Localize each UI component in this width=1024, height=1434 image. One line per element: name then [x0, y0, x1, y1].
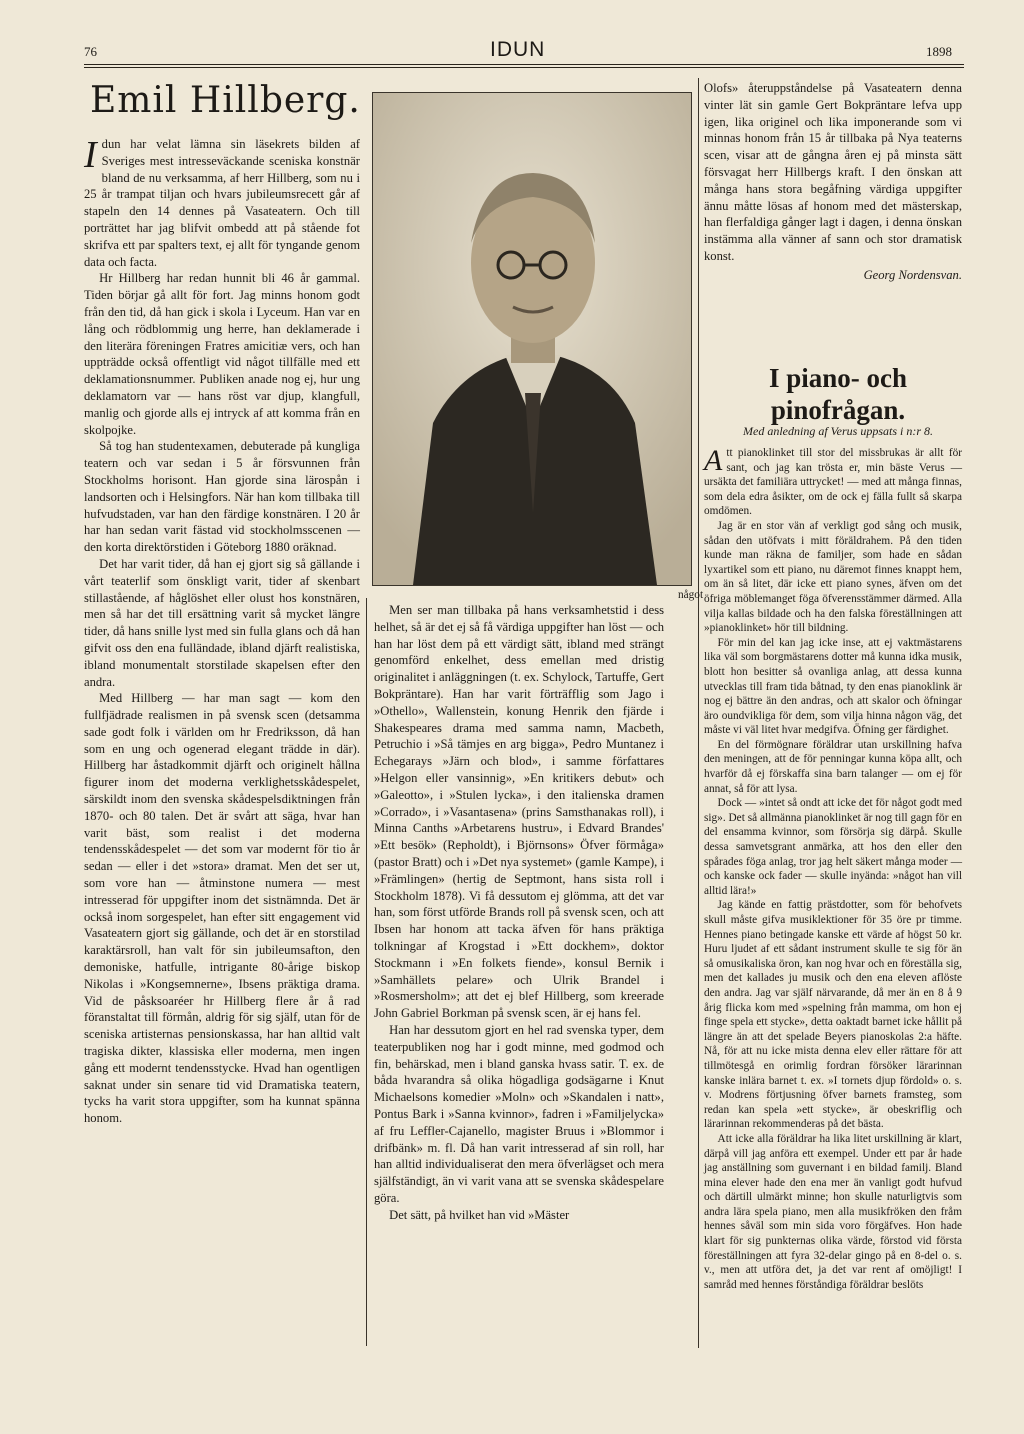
article-column-2 [374, 602, 664, 1223]
paragraph: Olofs» återuppståndelse på Vasateatern denna vinter lät sin gamle Gert Bokpräntare lefva upp igen, lika originel och lika imponerande som vi minnas honom från 15 år tillbaka på Nya teaterns scen, visar att de gångna åren ej på minsta sätt försvagat herr Hillbergs kraft. I den önskan att många hans stora begåfning värdiga uppgifter ännu måtte lösas af honom med det mästerskap, han flerfaldiga gånger lagt i dagen, i denna önskan instämma alla vänner af sann och stor dramatisk konst. [704, 81, 962, 263]
article-column-1 [84, 136, 360, 1127]
paragraph: Så tog han studentexamen, debuterade på kungliga teatern och var sedan i 5 år försvunnen från Stockholms horisont. Han gjorde sina lärospån i landsorten och i Helsingfors. När han kom tillbaka till hufvudstaden, var han den färdige konstnären. I 20 år har han sedan varit fästad vid stockholmsscenen — den korta direktörstiden i Göteborg 1880 oräknad. [84, 439, 360, 555]
paragraph: En del förmögnare föräldrar utan urskillning hafva den meningen, att de för penningar kunna köpa allt, och hvarför då ej förskaffa sina barn talanger — om ej för annat, så för att lysa. [704, 738, 962, 795]
portrait-photo [372, 92, 692, 586]
paragraph: För min del kan jag icke inse, att ej vaktmästarens lika väl som borgmästarens dotter må kunna idka musik, blott hon besitter så ovanliga anlag, att dessa kunna utvecklas till fram tida båtnad, ty den enas pianoklink är nog ej bättre än den andras, och att skalor och öfningar äro oundvikliga för dem, som vilja hinna någon väg, det måste vi väl litet hvar medgifva. Öfning ger färdighet. [704, 636, 962, 737]
journal-title: IDUN [490, 38, 546, 61]
paragraph: Han har dessutom gjort en hel rad svenska typer, dem teaterpubliken nog har i godt minne, med godmod och fin, behärskad, men i bland ganska hvass satir. T. ex. de båda hvarandra så olika högadliga godsägarne i Knut Michaelsons komedier »Moln» och »Skandalen i natt», Pontus Bark i »Sanna kvinnor», fadren i »Familjelycka» af fru Leffler-Cajanello, magister Bruus i »Blommor i drifbänk» m. fl. Då han varit intresserad af sin roll, har han alltid individualiserat den mera öfverlägset och mera själfständigt, än vi varit vana att se svenska skådespelare göra. [374, 1022, 664, 1205]
header-rule-bottom [84, 67, 964, 68]
paragraph: Det sätt, på hvilket han vid »Mäster [389, 1207, 570, 1222]
article2-column [704, 446, 962, 1292]
drop-cap: A [704, 444, 723, 477]
column-divider [698, 78, 699, 1348]
author-signature: Georg Nordensvan. [863, 267, 962, 282]
paragraph: Dock — »intet så ondt att icke det för något godt med sig». Det så allmänna pianoklinket är nog till gagn för en del ensamma kvinnor, som försörja sig därpå. Skulle dessa samvetsgrant anmärka, att hos den eller den spårades föga anlag, tror jag helt säkert många moder — och kanske ock fader — skulle inyända: »något han vill alltid lära!» [704, 797, 962, 897]
margin-note: något [678, 589, 704, 601]
column-divider [366, 598, 367, 1346]
article-title: Emil Hillberg. [90, 80, 361, 121]
paragraph: Men ser man tillbaka på hans verksamhetstid i dess helhet, så är det ej så få värdiga uppgifter han löst — och han har löst dem på ett värdigt sätt, ibland med strängt genomförd enkelhet, dess emellan med dristig originalitet i anläggningen (t. ex. Schylock, Tartuffe, Gert Bokpräntare). Han har varit förträfflig som Jago i »Othello», Wallenstein, konung Henrik den fjärde i Shakespeares drama med samma namn, Macbeth, Petruchio i »Så tämjes en arg bigga», Pedro Muntanez i Echegarays »Järn och blod», i samme författares »Helgon eller vansinnig», »En kritikers debut» och »Galeotto», i »Stulen lycka», i den italienska dramen »Corrado», i »Vasantasena» (prins Samsthanakas roll), i Minna Canths »Arbetarens hustru», i Edvard Brandes' »Ett besök» (Repholdt), i Björnsons» Öfver förmåga» (pastor Bratt) och i »Det nya systemet» (gamle Kampe), i »Främlingen» (hertig de Septmont, hans sista roll i Stockholm 1878). Vi få dessutom ej glömma, att det var han, som först utförde Brands roll på svensk scen, och att Ibsen har honom att tacka äfven för hans präktiga tolkningar af Krogstad i »Ett dockhem», doktor Stockmann i »En folkets fiende», konsul Bernik i »Samhällets pelare» och Ulrik Brandel i »Rosmersholm»; att det ej blef Hillberg, som kreerade John Gabriel Borkman på svensk scen, är ej hans fel. [374, 603, 664, 1021]
paragraph: Med Hillberg — har man sagt — kom den fullfjädrade realismen in på svensk scen (detsamma sade godt folk i världen om hr Fredriksson, då han som en ung och ogenerad elegant trädde in där). Hillberg har åstadkommit djärft och originelt hållna figurer inom det moderna verklighetsskådespelet, särskildt inom den svenska skådespelsdiktningen från 1870- och 80 talen. Det är svårt att säga, hvar han varit bäst, som realist i det moderna tendensskådespelet — det som var modernt för tio år sedan — eller i det »stora» dramat. Men det ser ut, som vore han — åtminstone numera — mest intresserad för uppgifter inom det sistnämnda. Det är också inom sorgespelet, han efter sitt engagement vid Vasateatern gjort sig gällande, och det är en storstilad karaktärsroll, han valt för sin jubileumsafton, den demoniske, hatfulle, intrigante 80-årige biskop Nikolas i »Kongsemnerne», Ibsens präktiga drama. Vid de påsksoaréer hr Hillberg flere år å rad föranstaltat till förmån, aldrig för sig själf, utan för de sceniska artisternas pensionskassa, har han alltid valt tragiska dikter, klassiska eller moderna, men ingen gång ett modernt tendensstycke. Hvad han ogentligen saknat under sin senare tid vid Dramatiska teatern, tycks ha varit stora uppgifter, som ha kunnat spänna honom. [84, 691, 360, 1126]
drop-cap: I [84, 134, 97, 176]
page-number: 76 [84, 44, 97, 59]
paragraph: Att pianoklinket till stor del missbrukas är allt för sant, och jag kan trösta er, min bäste Verus — ursäkta det familiära uttrycket! — med att många finnas, som dela edra åsikter, om de ock ej fälla fullt så skarpa omdömen. [704, 444, 962, 518]
paragraph: Att icke alla föräldrar ha lika litet urskillning är klart, därpå vill jag anföra ett exempel. Under ett par år hade jag anställning som guvernant i en bildad familj. Bland mina elever hade den ena mer än vanligt godt hufvud och därtill ulmärkt minne; hon skulle naturligtvis som andra lära spela piano, men alla musikfröken den fråm hennes såväl som min sida voro förgäfves. Hon hade klart för sig punkternas olika värde, förstod vid första föreställningen att fyra 32-delar gingo på en 8-del o. s. v., men att utföra det, ja det var rent af omöjligt! I samråd med hennes förståndiga föräldrar beslöts [704, 1132, 962, 1291]
portrait-illustration [373, 93, 691, 585]
header-rule-top [84, 64, 964, 65]
article2-title: I piano- och pinofrågan. [768, 363, 908, 425]
paragraph: Hr Hillberg har redan hunnit bli 46 år gammal. Tiden börjar gå allt för fort. Jag minns honom godt från den tid, då han gick i skola i Lyceum. Han var en lång och rödblommig ung herre, han deklamerade i den literära föreningen Fratres amicitiæ vers, och han uppträdde också offentligt vid något tillfälle med ett deklamationsnummer. Publiken anade nog ej, hur ung deklamatorn var — hans röst var djup, klangfull, manlig och gjorde alls ej intryck af att komma från en skolpojke. [84, 271, 360, 437]
paragraph: Jag är en stor vän af verkligt god sång och musik, sådan den utöfvats i mitt föräldrahem. På den tiden kunde man räkna de familjer, som hade en sådan lyxartikel som ett piano, nu däremot finnes knappt hem, om än så litet, där icke ett piano synes, äfven om det öfriga möblemanget föga öfverensstämmer därmed. Alla vilja kallas bildade och ha den falska föreställningen att »pianoklinket» hör till bildning. [704, 519, 962, 635]
article-column-3 [704, 80, 962, 284]
issue-year: 1898 [926, 44, 952, 59]
paragraph: Idun har velat lämna sin läsekrets bilden af Sveriges mest intresseväckande sceniska konstnär bland de nu verksamma, af herr Hillberg, som nu i 25 år trampat tiljan och hvars jubileumsrecett går af stapeln den 14 dennes på Vasateatern. Och till porträttet har jag blifvit ombedd att på stående fot skrifva ett par spalters text, ej allt för tyngande genom data och facta. [84, 134, 360, 269]
paragraph: Jag kände en fattig prästdotter, som för behofvets skull måste gifva musiklektioner för 35 öre pr timme. Hennes piano betingade kanske ett värde af högst 50 kr. Huru ljudet af ett sådant instrument skulle te sig för än så omusikaliska öron, kan nog hvar och en föreställa sig, men det kallades ju musik och den ena eleven aflöste den andra. Jag var själf närvarande, då mer än en 8 å 9 årig flicka kom med »spelning från mamma, om hon ej finge spela ett stycke», detta oaktadt barnet icke hållit på längre än att det spelade Beyers pianoskolas 2:a häfte. Nå, för att nu icke mista denna elev eller rättare för att tillmötesgå en orimlig fordran försöker lärarinnan kanske inlära barnet t. ex. »I tornets djup fördold» o. s. v. Modrens förtjusning öfver barnets framsteg, som redan kan spela »ett stycke», är obeskriflig och lärarinnan rekommenderas på det bästa. [704, 899, 962, 1131]
article2-subtitle: Med anledning af Verus uppsats i n:r 8. [743, 424, 933, 438]
paragraph: Det har varit tider, då han ej gjort sig så gällande i vårt teaterlif som önskligt varit, tider af skenbart stillastående, af håglöshet eller olust hos konstnären, men så har det till ersättning varit så mycket längre tider, då hans snille lyst med sin fulla glans och då han gifvit oss den ena fulländade, ibland djärft realistiska, ibland monumentalt storstilade skapelsen efter den andra. [84, 556, 360, 689]
